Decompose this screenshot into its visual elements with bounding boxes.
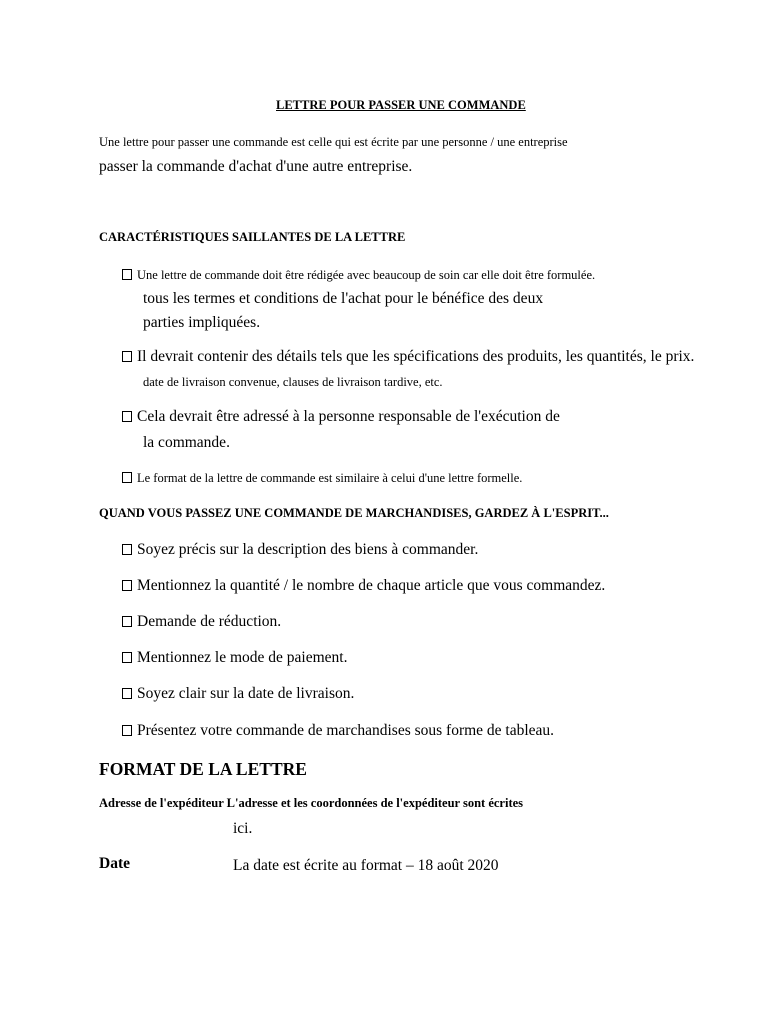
- date-label: Date: [99, 855, 130, 872]
- page-title: LETTRE POUR PASSER UNE COMMANDE: [276, 98, 526, 112]
- checkbox-bullet-icon: [122, 351, 132, 362]
- checkbox-bullet-icon: [122, 580, 132, 591]
- checkbox-bullet-icon: [122, 725, 132, 736]
- intro-line-2: passer la commande d'achat d'une autre entreprise.: [99, 158, 413, 175]
- checkbox-bullet-icon: [122, 616, 132, 627]
- bullet-continuation: tous les termes et conditions de l'achat pour le bénéfice des deux: [143, 290, 544, 307]
- intro-line-1: Une lettre pour passer une commande est celle qui est écrite par une personne / une entreprise: [99, 135, 568, 149]
- checkbox-bullet-icon: [122, 472, 132, 483]
- list-item: Mentionnez la quantité / le nombre de chaque article que vous commandez.: [122, 577, 605, 595]
- bullet-continuation: parties impliquées.: [143, 314, 261, 331]
- section-heading-format: FORMAT DE LA LETTRE: [99, 759, 307, 779]
- checkbox-bullet-icon: [122, 652, 132, 663]
- bullet-continuation: la commande.: [143, 434, 230, 451]
- bullet-item: Le format de la lettre de commande est similaire à celui d'une lettre formelle.: [122, 471, 522, 486]
- checkbox-bullet-icon: [122, 688, 132, 699]
- checkbox-bullet-icon: [122, 411, 132, 422]
- list-item: Demande de réduction.: [122, 613, 281, 631]
- date-description: La date est écrite au format – 18 août 2020: [233, 857, 499, 874]
- section-heading-remember: QUAND VOUS PASSEZ UNE COMMANDE DE MARCHANDISES, GARDEZ À L'ESPRIT...: [99, 506, 609, 520]
- bullet-item: Il devrait contenir des détails tels que les spécifications des produits, les quantités, le prix.: [122, 348, 694, 366]
- list-item: Soyez clair sur la date de livraison.: [122, 685, 354, 703]
- section-heading-characteristics: CARACTÉRISTIQUES SAILLANTES DE LA LETTRE: [99, 230, 406, 244]
- sender-address-continuation: ici.: [233, 820, 253, 837]
- bullet-item: Cela devrait être adressé à la personne responsable de l'exécution de: [122, 408, 560, 426]
- list-item: Mentionnez le mode de paiement.: [122, 649, 347, 667]
- bullet-item: Une lettre de commande doit être rédigée avec beaucoup de soin car elle doit être formulée.: [122, 268, 595, 283]
- sender-address-line: Adresse de l'expéditeur L'adresse et les coordonnées de l'expéditeur sont écrites: [99, 796, 524, 810]
- checkbox-bullet-icon: [122, 269, 132, 280]
- list-item: Soyez précis sur la description des biens à commander.: [122, 541, 478, 559]
- checkbox-bullet-icon: [122, 544, 132, 555]
- bullet-continuation: date de livraison convenue, clauses de livraison tardive, etc.: [143, 375, 443, 389]
- list-item: Présentez votre commande de marchandises sous forme de tableau.: [122, 722, 554, 740]
